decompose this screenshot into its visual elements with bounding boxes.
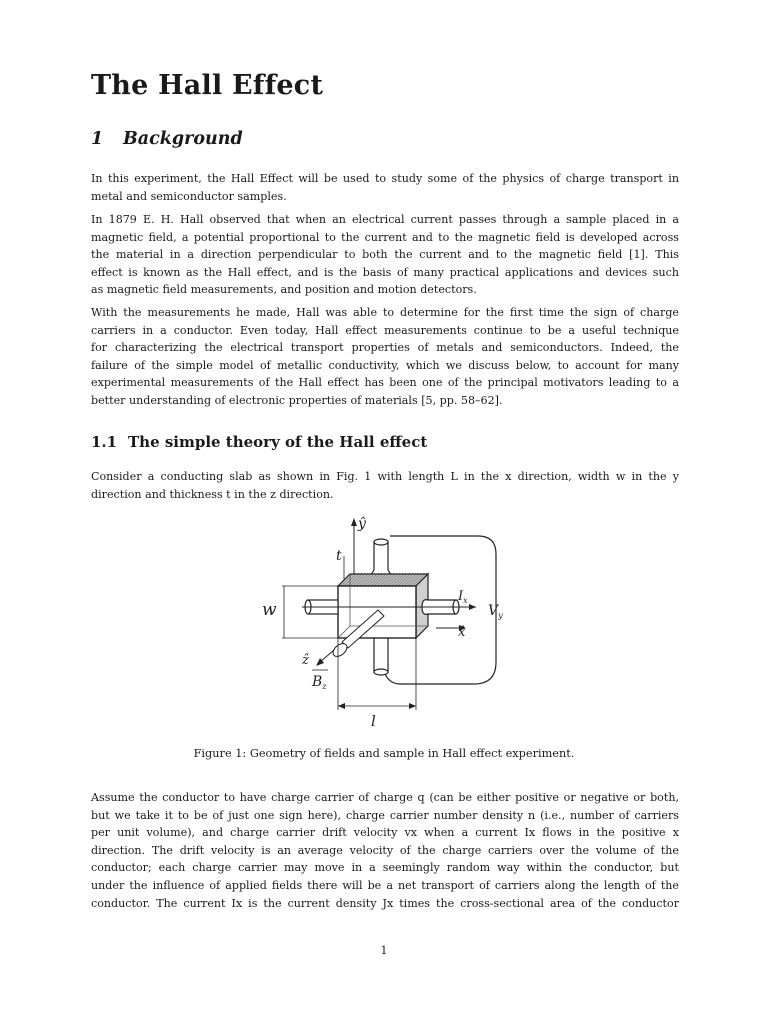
t-label: t [336, 548, 342, 564]
text-line: carriers in a conductor. Even today, Hall effect measurements continue to be a useful technique [91, 323, 679, 337]
text-line: failure of the simple model of metallic conductivity, which we discuss below, to account for many [91, 358, 679, 372]
current-symbol: I [458, 589, 464, 604]
text-line: magnetic field, a potential proportional to the current and to the magnetic field is developed across [91, 230, 679, 244]
z-axis-line [320, 650, 334, 662]
paragraph-setup [91, 468, 679, 503]
text-line: In this experiment, the Hall Effect will be used to study some of the physics of charge transport in [91, 172, 679, 185]
text-line: With the measurements he made, Hall was able to determine for the first time the sign of charge [91, 306, 679, 319]
hall-effect-figure [250, 512, 520, 732]
y-axis-arrowhead [351, 518, 357, 526]
text-line: better understanding of electronic properties of materials [5, pp. 58–62]. [91, 393, 503, 407]
text-line: Consider a conducting slab as shown in Fig. 1 with length L in the x direction, width w in the y [91, 470, 679, 483]
text-line: metal and semiconductor samples. [91, 189, 287, 203]
field-subscript: z [322, 682, 327, 691]
figure-caption: Figure 1: Geometry of fields and sample in Hall effect experiment. [193, 747, 575, 760]
text-line: Assume the conductor to have charge carrier of charge q (can be either positive or negative or both, [91, 791, 679, 804]
x-axis-label: x̂ [458, 625, 466, 640]
text-line: but we take it to be of just one sign here), charge carrier number density n (i.e., number of carriers [91, 808, 679, 822]
hall-voltage-label [488, 603, 503, 620]
l-arrow-left [338, 703, 345, 709]
paragraph-intro [91, 170, 679, 205]
voltage-symbol: V [488, 603, 499, 619]
subsection-title: The simple theory of the Hall effect [128, 433, 428, 451]
top-probe-cap [374, 539, 388, 545]
current-label [457, 589, 468, 605]
text-line: per unit volume), and charge carrier drift velocity vx when a current Ix flows in the positive x [91, 826, 679, 840]
text-line: the material in a direction perpendicular to both the current and to the magnetic field [1]. This [91, 248, 679, 262]
current-subscript: x [463, 596, 468, 605]
page-number: 1 [380, 944, 388, 957]
text-line: effect is known as the Hall effect, and is the basis of many practical applications and devices such [91, 265, 679, 279]
hall-geometry-diagram [250, 512, 520, 732]
text-line: direction and thickness t in the z direction. [91, 487, 334, 501]
bottom-probe-cap [374, 669, 388, 675]
paragraph-assumptions [91, 789, 679, 912]
field-symbol: B [312, 674, 323, 690]
bottom-probe [374, 634, 388, 672]
subsection-number: 1.1 [91, 433, 118, 451]
z-axis-label: ẑ [302, 653, 309, 668]
subsection-heading [91, 433, 427, 451]
voltage-subscript: y [498, 611, 503, 620]
length-label: l [371, 712, 376, 730]
field-label [311, 674, 327, 691]
text-line: experimental measurements of the Hall effect has been one of the principal motivators leading to a [91, 376, 679, 390]
section-title: Background [123, 129, 243, 149]
l-arrow-right [409, 703, 416, 709]
text-line: under the influence of applied fields there will be a net transport of carriers along the length of the [91, 878, 679, 892]
section-number: 1 [91, 129, 104, 149]
w-label: w [262, 600, 277, 620]
current-arrowhead [469, 604, 476, 610]
text-line: for characterizing the electrical transport properties of metals and semiconductors. Indeed, the [91, 341, 679, 355]
section-heading [91, 129, 243, 149]
slab-top-face [338, 574, 428, 586]
document-title: The Hall Effect [91, 70, 324, 101]
text-line: In 1879 E. H. Hall observed that when an electrical current passes through a sample placed in a [91, 213, 679, 226]
text-line: direction. The drift velocity is an average velocity of the charge carriers over the volume of the [91, 843, 679, 857]
text-line: as magnetic field measurements, and position and motion detectors. [91, 283, 477, 297]
y-axis-label: ŷ [358, 516, 366, 532]
paragraph-history [91, 211, 679, 299]
paragraph-significance [91, 304, 679, 410]
text-line: conductor; each charge carrier may move in a seemingly random way within the conductor, but [91, 861, 679, 875]
text-line: conductor. The current Ix is the current density Jx times the cross-sectional area of the conductor [91, 896, 679, 910]
